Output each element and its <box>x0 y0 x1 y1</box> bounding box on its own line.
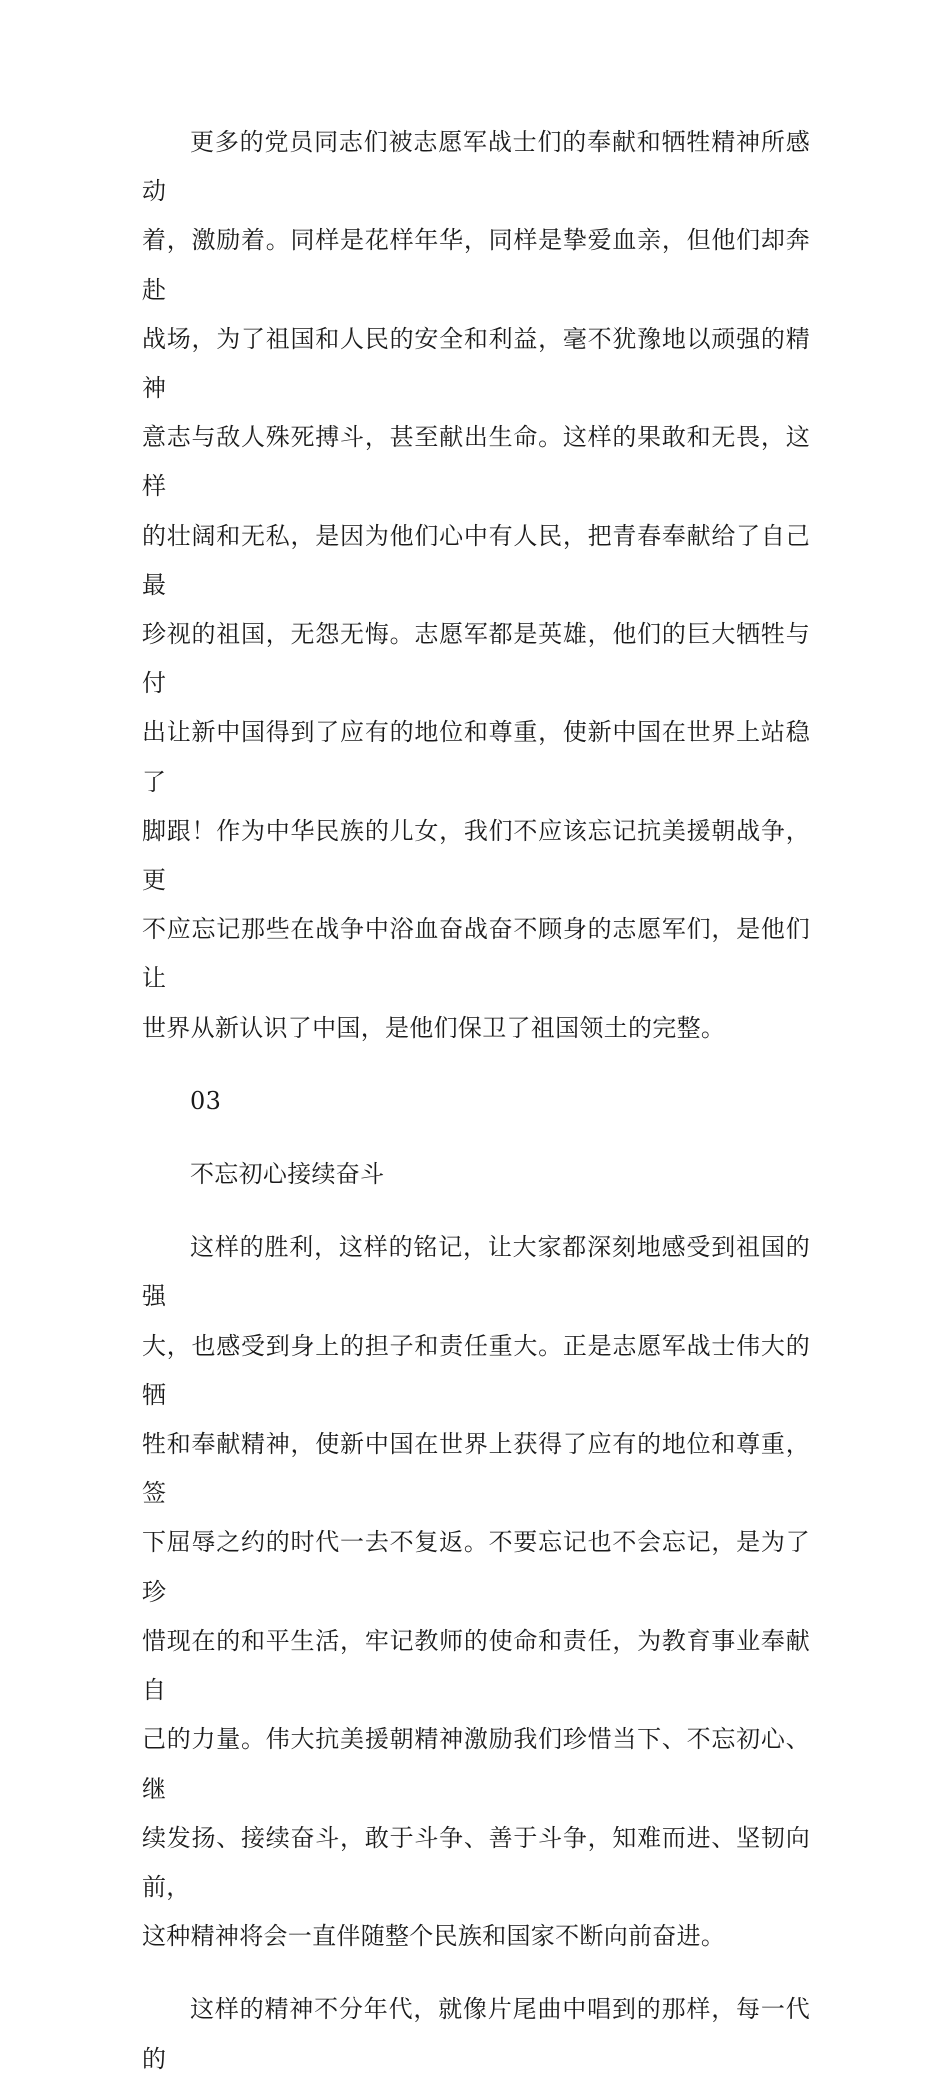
paragraph-victory-responsibility <box>142 1223 810 1961</box>
text-line: 下屈辱之约的时代一去不复返。不要忘记也不会忘记，是为了珍 <box>142 1528 810 1606</box>
text-line: 的壮阔和无私，是因为他们心中有人民，把青春奉献给了自己最 <box>142 521 810 599</box>
paragraph-spirit-generations <box>142 1985 810 2083</box>
text-line: 着，激励着。同样是花样年华，同样是挚爱血亲，但他们却奔赴 <box>142 226 810 304</box>
text-line: 这样的胜利，这样的铭记，让大家都深刻地感受到祖国的强 <box>142 1233 810 1311</box>
text-line: 更多的党员同志们被志愿军战士们的奉献和牺牲精神所感动 <box>142 128 810 206</box>
section-title: 不忘初心接续奋斗 <box>190 1160 385 1189</box>
text-line: 这样的精神不分年代，就像片尾曲中唱到的那样，每一代的 <box>142 1995 810 2073</box>
text-line: 牲和奉献精神，使新中国在世界上获得了应有的地位和尊重，签 <box>142 1430 810 1508</box>
text-line: 意志与敌人殊死搏斗，甚至献出生命。这样的果敢和无畏，这样 <box>142 423 810 501</box>
text-line: 这种精神将会一直伴随整个民族和国家不断向前奋进。 <box>142 1922 726 1951</box>
text-line: 世界从新认识了中国，是他们保卫了祖国领土的完整。 <box>142 1013 726 1042</box>
text-line: 大，也感受到身上的担子和责任重大。正是志愿军战士伟大的牺 <box>142 1331 810 1409</box>
text-line: 出让新中国得到了应有的地位和尊重，使新中国在世界上站稳了 <box>142 718 810 796</box>
text-line: 珍视的祖国，无怨无悔。志愿军都是英雄，他们的巨大牺牲与付 <box>142 620 810 698</box>
text-line: 惜现在的和平生活，牢记教师的使命和责任，为教育事业奉献自 <box>142 1626 810 1705</box>
text-line: 续发扬、接续奋斗，敢于斗争、善于斗争，知难而进、坚韧向前， <box>142 1823 810 1901</box>
document-body <box>142 118 810 2084</box>
text-line: 不应忘记那些在战争中浴血奋战奋不顾身的志愿军们，是他们让 <box>142 915 810 993</box>
text-line: 己的力量。伟大抗美援朝精神激励我们珍惜当下、不忘初心、继 <box>142 1725 810 1803</box>
text-line: 战场，为了祖国和人民的安全和利益，毫不犹豫地以顽强的精神 <box>142 324 810 403</box>
section-number: 03 <box>190 1086 222 1115</box>
paragraph-volunteers-spirit <box>142 118 810 1053</box>
text-line: 脚跟！作为中华民族的儿女，我们不应该忘记抗美援朝战争，更 <box>142 816 810 895</box>
